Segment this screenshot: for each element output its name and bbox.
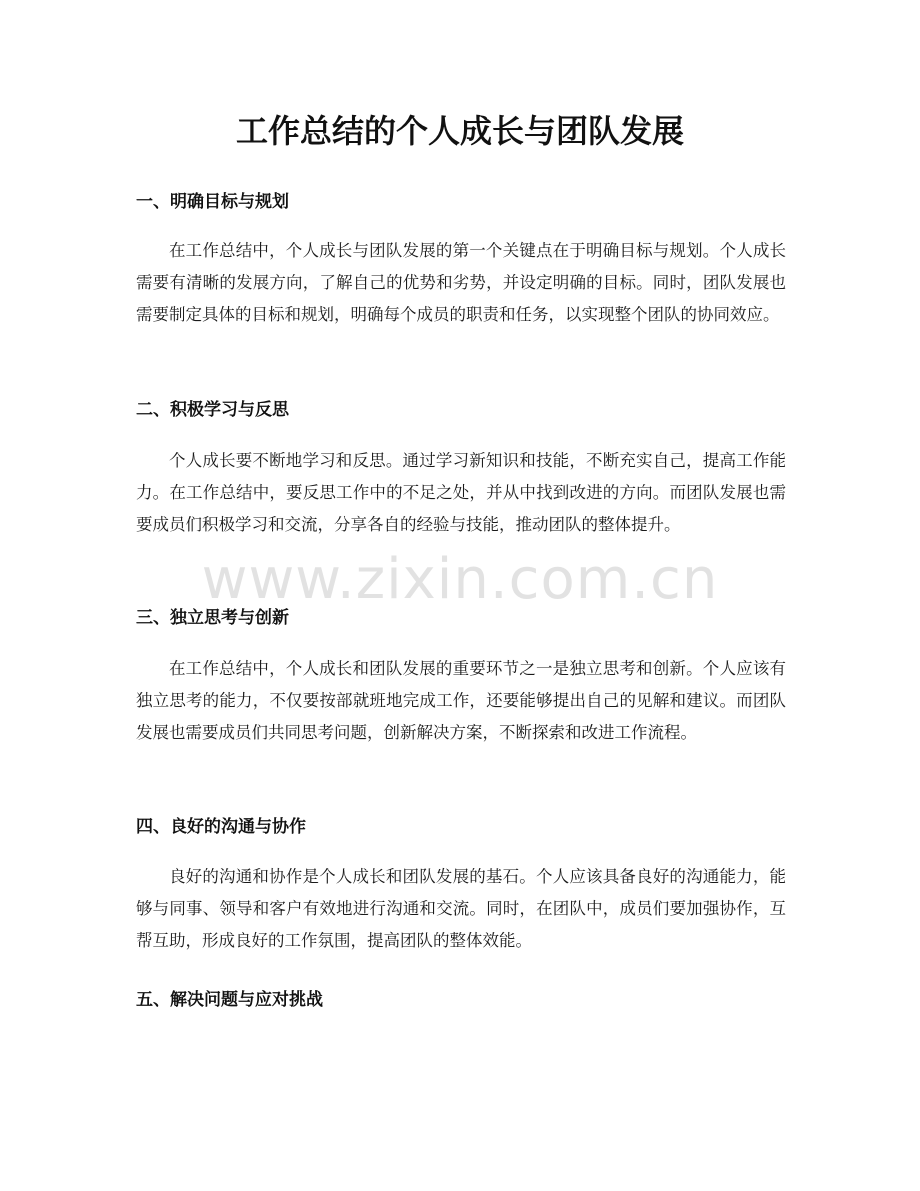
section-heading-5: 五、解决问题与应对挑战: [136, 990, 323, 1010]
section-heading-2: 二、积极学习与反思: [136, 400, 289, 420]
section-heading-4: 四、良好的沟通与协作: [136, 817, 306, 837]
section-paragraph-2: 个人成长要不断地学习和反思。通过学习新知识和技能，不断充实自己，提高工作能力。在工作总结中，要反思工作中的不足之处，并从中找到改进的方向。而团队发展也需要成员们积极学习和交流，分享各自的经验与技能，推动团队的整体提升。: [136, 451, 786, 534]
section-heading-3: 三、独立思考与创新: [136, 608, 289, 628]
section-heading-1: 一、明确目标与规划: [136, 192, 289, 212]
section-paragraph-1: 在工作总结中，个人成长与团队发展的第一个关键点在于明确目标与规划。个人成长需要有清晰的发展方向，了解自己的优势和劣势，并设定明确的目标。同时，团队发展也需要制定具体的目标和规划，明确每个成员的职责和任务，以实现整个团队的协同效应。: [136, 241, 786, 324]
section-paragraph-3: 在工作总结中，个人成长和团队发展的重要环节之一是独立思考和创新。个人应该有独立思考的能力，不仅要按部就班地完成工作，还要能够提出自己的见解和建议。而团队发展也需要成员们共同思考问题，创新解决方案，不断探索和改进工作流程。: [136, 659, 786, 742]
watermark-text: www.zixin.com.cn: [201, 547, 719, 612]
document-title: 工作总结的个人成长与团队发展: [235, 112, 684, 150]
section-paragraph-4: 良好的沟通和协作是个人成长和团队发展的基石。个人应该具备良好的沟通能力，能够与同事、领导和客户有效地进行沟通和交流。同时，在团队中，成员们要加强协作，互帮互助，形成良好的工作氛围，提高团队的整体效能。: [136, 867, 786, 950]
